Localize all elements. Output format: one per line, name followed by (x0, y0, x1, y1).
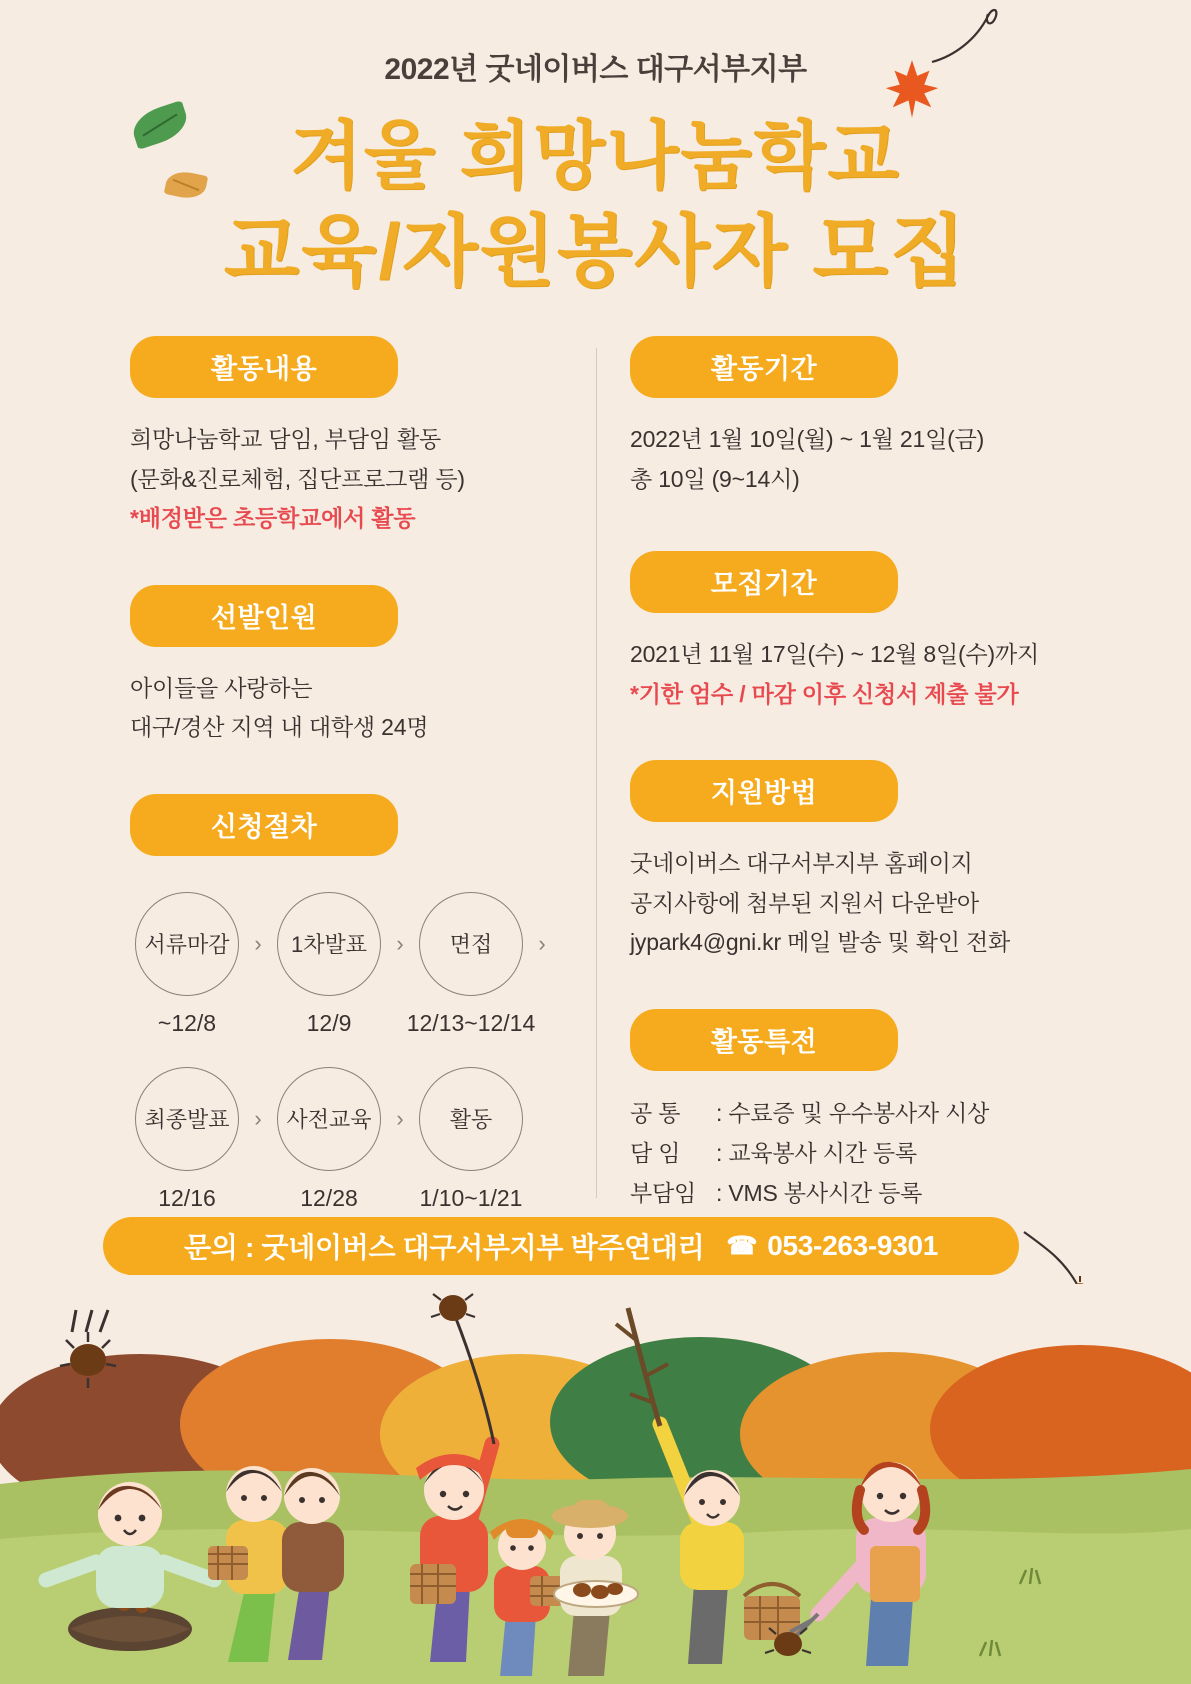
benefit-label: 공 통 (630, 1099, 681, 1126)
apply-body (630, 844, 1100, 963)
selection-heading: 선발인원 (130, 585, 398, 647)
process-step-date: 12/16 (158, 1184, 216, 1211)
maple-leaf-icon (884, 58, 940, 120)
process-step-label: 서류마감 (135, 892, 239, 996)
apply-line-3: jypark4@gni.kr 메일 발송 및 확인 전화 (630, 929, 1011, 956)
benefit-value: : 수료증 및 우수봉사자 시상 (716, 1099, 990, 1126)
benefit-label: 부담임 (630, 1180, 697, 1207)
process-step-label: 활동 (419, 1067, 523, 1171)
poster-title (0, 110, 1191, 300)
date-spacer (242, 1010, 274, 1037)
activity-line-1: 희망나눔학교 담임, 부담임 활동 (130, 426, 441, 452)
activity-heading: 활동내용 (130, 336, 398, 398)
contact-text: 문의 : 굿네이버스 대구서부지부 박주연대리 (183, 1232, 705, 1263)
period-heading: 활동기간 (630, 336, 898, 398)
period-line-2: 총 10일 (9~14시) (630, 465, 800, 492)
date-spacer (242, 1185, 274, 1212)
process-step-label: 최종발표 (135, 1067, 239, 1171)
chevron-right-icon: › (396, 1105, 404, 1131)
selection-line-2: 대구/경산 지역 내 대학생 24명 (130, 714, 429, 741)
process-step (274, 1067, 384, 1171)
process-step-label: 사전교육 (277, 1067, 381, 1171)
benefit-item (630, 1133, 1100, 1173)
process-step-date: 12/28 (300, 1184, 358, 1211)
process-step (132, 1067, 242, 1171)
process-dates-1 (132, 1010, 580, 1037)
process-step-date: 12/9 (306, 1009, 352, 1036)
process-step-label: 1차발표 (277, 892, 381, 996)
twig-decoration-icon (930, 4, 1000, 64)
benefit-item (630, 1173, 1100, 1213)
process-step-date: 1/10~1/21 (419, 1184, 523, 1211)
period-section (630, 336, 1100, 499)
title-line-2: 교육/자원봉사자 모집 (223, 206, 968, 295)
process-step-date: ~12/8 (157, 1009, 217, 1036)
benefit-value: : VMS 봉사시간 등록 (716, 1180, 923, 1207)
bottom-illustration (0, 1284, 1191, 1684)
recruit-line-1: 2021년 11월 17일(수) ~ 12월 8일(수)까지 (630, 641, 1039, 668)
title-line-1: 겨울 희망나눔학교 (290, 114, 901, 197)
process-section (130, 794, 580, 1212)
chevron-right-icon: › (396, 930, 404, 956)
period-line-1: 2022년 1월 10일(월) ~ 1월 21일(금) (630, 426, 985, 452)
benefits-section (630, 1009, 1100, 1214)
process-step-label: 면접 (419, 892, 523, 996)
activity-note: *배정받은 초등학교에서 활동 (130, 505, 416, 532)
contact-phone: 053-263-9301 (767, 1230, 939, 1261)
apply-line-1: 굿네이버스 대구서부지부 홈페이지 (630, 850, 973, 877)
contact-bar (103, 1217, 1019, 1275)
process-step (416, 892, 526, 996)
benefits-body (630, 1093, 1100, 1214)
recruit-section (630, 551, 1100, 714)
apply-line-2: 공지사항에 첨부된 지원서 다운받아 (630, 889, 979, 916)
benefit-label: 담 임 (630, 1140, 681, 1167)
activity-line-2: (문화&진로체험, 집단프로그램 등) (130, 465, 465, 492)
process-step (416, 1067, 526, 1171)
chevron-right-icon: › (254, 930, 262, 956)
selection-line-1: 아이들을 사랑하는 (130, 674, 313, 701)
period-body (630, 420, 1100, 499)
process-step (132, 892, 242, 996)
benefits-heading: 활동특전 (630, 1009, 898, 1071)
recruit-body (630, 635, 1100, 714)
left-column (130, 336, 580, 1258)
process-step (274, 892, 384, 996)
chevron-right-icon: › (254, 1105, 262, 1131)
selection-body (130, 669, 580, 748)
benefit-item (630, 1093, 1100, 1133)
apply-section (630, 760, 1100, 963)
phone-icon: ☎ (726, 1232, 758, 1260)
organization-line: 2022년 굿네이버스 대구서부지부 (384, 53, 807, 86)
process-heading: 신청절차 (130, 794, 398, 856)
activity-section (130, 336, 580, 539)
process-row-1 (132, 892, 580, 996)
recruit-heading: 모집기간 (630, 551, 898, 613)
column-divider (596, 348, 597, 1198)
process-dates-2 (132, 1185, 580, 1212)
benefit-value: : 교육봉사 시간 등록 (716, 1140, 917, 1167)
apply-heading: 지원방법 (630, 760, 898, 822)
process-step-date: 12/13~12/14 (406, 1009, 536, 1036)
right-column (630, 336, 1100, 1260)
recruit-note: *기한 엄수 / 마감 이후 신청서 제출 불가 (630, 680, 1019, 707)
chevron-right-icon: › (538, 930, 546, 956)
process-row-2 (132, 1067, 580, 1171)
activity-body (130, 420, 580, 539)
selection-section (130, 585, 580, 748)
